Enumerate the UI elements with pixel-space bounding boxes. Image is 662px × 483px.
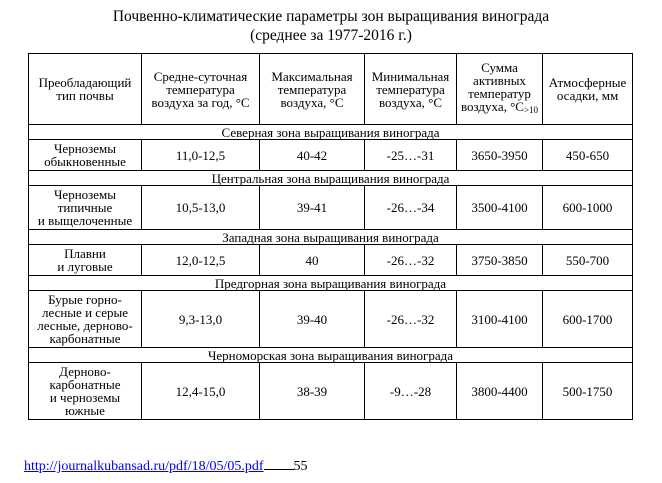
active-sum-cell: 3500-4100	[457, 186, 543, 230]
min-temp-cell: -25…-31	[365, 140, 457, 171]
table-row	[29, 363, 633, 420]
header-avg-temp: Средне-суточная температура воздуха за год, °С	[142, 54, 260, 125]
header-row	[29, 54, 633, 125]
zone-row	[29, 230, 633, 245]
soil-climate-table	[28, 53, 633, 420]
header-soil: Преобладающий тип почвы	[29, 54, 142, 125]
table-row	[29, 291, 633, 348]
header-max-temp: Максимальная температура воздуха, °С	[260, 54, 365, 125]
avg-temp-cell: 9,3-13,0	[142, 291, 260, 348]
soil-type-cell	[29, 363, 142, 420]
max-temp-cell: 40	[260, 245, 365, 276]
table-row	[29, 245, 633, 276]
soil-type-cell	[29, 140, 142, 171]
max-temp-cell: 40-42	[260, 140, 365, 171]
min-temp-cell: -26…-32	[365, 245, 457, 276]
soil-type-cell	[29, 291, 142, 348]
zone-name: Предгорная зона выращивания винограда	[29, 276, 633, 291]
header-active-sum	[457, 54, 543, 125]
zone-name: Северная зона выращивания винограда	[29, 125, 633, 140]
header-active-sum-text: Сумма активных температур воздуха, °С	[460, 60, 531, 114]
min-temp-cell: -9…-28	[365, 363, 457, 420]
soil-type-line: Плавни	[64, 246, 106, 261]
max-temp-cell: 39-40	[260, 291, 365, 348]
page-footer	[24, 457, 308, 475]
soil-type-line: Дерново-	[59, 364, 111, 379]
avg-temp-cell: 12,0-12,5	[142, 245, 260, 276]
max-temp-cell: 38-39	[260, 363, 365, 420]
table-title-line2: (среднее за 1977-2016 г.)	[250, 27, 412, 44]
table-row	[29, 140, 633, 171]
soil-type-line: и луговые	[57, 259, 113, 274]
soil-type-line: карбонатные	[49, 331, 121, 346]
header-active-sum-subscript: >10	[523, 105, 539, 115]
soil-type-line: обыкновенные	[44, 154, 126, 169]
precip-cell: 600-1700	[543, 291, 633, 348]
min-temp-cell: -26…-34	[365, 186, 457, 230]
avg-temp-cell: 11,0-12,5	[142, 140, 260, 171]
table-title-line1: Почвенно-климатические параметры зон выращивания винограда	[112, 8, 550, 25]
soil-type-line: лесные и серые	[42, 305, 128, 320]
soil-type-line: лесные, дерново-	[37, 318, 133, 333]
soil-type-line: Черноземы	[53, 187, 117, 202]
avg-temp-cell: 10,5-13,0	[142, 186, 260, 230]
zone-name: Западная зона выращивания винограда	[29, 230, 633, 245]
zone-name: Черноморская зона выращивания винограда	[29, 348, 633, 363]
footer-link[interactable]: http://journalkubansad.ru/pdf/18/05/05.pdf	[24, 459, 264, 474]
avg-temp-cell: 12,4-15,0	[142, 363, 260, 420]
header-precip: Атмосферные осадки, мм	[543, 54, 633, 125]
zone-row	[29, 348, 633, 363]
min-temp-cell: -26…-32	[365, 291, 457, 348]
zone-row	[29, 276, 633, 291]
active-sum-cell: 3800-4400	[457, 363, 543, 420]
active-sum-cell: 3750-3850	[457, 245, 543, 276]
soil-type-line: типичные	[57, 200, 113, 215]
soil-type-line: карбонатные	[49, 377, 121, 392]
soil-type-line: южные	[65, 403, 105, 418]
precip-cell: 550-700	[543, 245, 633, 276]
soil-type-line: и черноземы	[49, 390, 121, 405]
soil-type-line: Черноземы	[53, 141, 117, 156]
soil-type-line: Бурые горно-	[48, 292, 122, 307]
precip-cell: 450-650	[543, 140, 633, 171]
zone-row	[29, 125, 633, 140]
zone-name: Центральная зона выращивания винограда	[29, 171, 633, 186]
active-sum-cell: 3100-4100	[457, 291, 543, 348]
zone-row	[29, 171, 633, 186]
page-number: 55	[293, 459, 308, 474]
precip-cell: 600-1000	[543, 186, 633, 230]
footer-underline	[264, 457, 294, 470]
soil-type-cell	[29, 245, 142, 276]
precip-cell: 500-1750	[543, 363, 633, 420]
active-sum-cell: 3650-3950	[457, 140, 543, 171]
max-temp-cell: 39-41	[260, 186, 365, 230]
soil-type-cell	[29, 186, 142, 230]
soil-type-line: и выщелоченные	[37, 213, 133, 228]
header-min-temp: Минимальная температура воздуха, °С	[365, 54, 457, 125]
table-title	[0, 7, 662, 45]
table-row	[29, 186, 633, 230]
